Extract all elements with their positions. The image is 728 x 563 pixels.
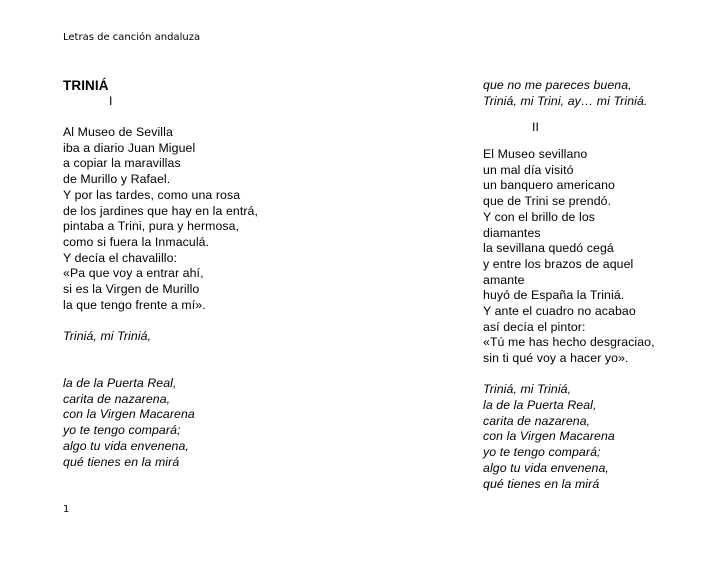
refrain-line: Triniá, mi Trini, ay… mi Triniá. — [483, 93, 648, 108]
verse-line: Y decía el chavalillo: — [63, 250, 178, 265]
verse-line: Al Museo de Sevilla — [63, 125, 173, 140]
section-number-1: I — [109, 93, 113, 108]
refrain-line: Triniá, mi Triniá, — [483, 382, 572, 397]
refrain-1 — [63, 376, 403, 470]
refrain-line: carita de nazarena, — [483, 413, 591, 428]
verse-line: «Pa que voy a entrar ahí, — [63, 266, 204, 281]
right-column — [483, 78, 713, 492]
verse-line: amante — [483, 272, 525, 287]
refrain-line: carita de nazarena, — [63, 391, 171, 406]
verse-line: así decía el pintor: — [483, 319, 586, 334]
verse-line: pintaba a Trini, pura y hermosa, — [63, 219, 240, 234]
stanza-2 — [483, 147, 713, 367]
refrain-line: la de la Puerta Real, — [63, 376, 177, 391]
verse-line: de los jardines que hay en la entrá, — [63, 203, 259, 218]
refrain-line: algo tu vida envenena, — [483, 460, 609, 475]
spacer — [63, 313, 403, 329]
section-number-2: II — [532, 120, 540, 135]
refrain-line: algo tu vida envenena, — [63, 438, 189, 453]
verse-line: como si fuera la Inmaculá. — [63, 234, 210, 249]
refrain-line: Triniá, mi Triniá, — [63, 329, 152, 343]
spacer — [63, 360, 403, 376]
spacer — [483, 136, 713, 147]
spacer — [483, 367, 713, 383]
verse-line: un banquero americano — [483, 178, 615, 193]
refrain-line: que no me pareces buena, — [483, 78, 632, 92]
stanza-1 — [63, 125, 403, 313]
verse-line: Y ante el cuadro no acabao — [483, 303, 636, 318]
refrain-line: qué tienes en la mirá — [63, 454, 180, 469]
refrain-line: con la Virgen Macarena — [63, 407, 195, 422]
verse-line: y entre los brazos de aquel — [483, 256, 634, 271]
verse-line: iba a diario Juan Miguel — [63, 140, 196, 155]
left-column — [63, 78, 403, 470]
refrain-line: con la Virgen Macarena — [483, 429, 615, 444]
refrain-line: yo te tengo compará; — [483, 445, 601, 460]
refrain-2 — [483, 382, 713, 492]
verse-line: «Tú me has hecho desgraciao, — [483, 335, 655, 350]
verse-line: un mal día visitó — [483, 162, 574, 177]
verse-line: El Museo sevillano — [483, 147, 588, 162]
verse-line: de Murillo y Rafael. — [63, 172, 171, 187]
verse-line: Y por las tardes, como una rosa — [63, 187, 241, 202]
spacer — [63, 109, 403, 125]
verse-line: diamantes — [483, 225, 541, 240]
spacer — [483, 109, 713, 120]
verse-line: sin ti qué voy a hacer yo». — [483, 351, 629, 365]
refrain-line: yo te tengo compará; — [63, 423, 181, 438]
refrain-line: qué tienes en la mirá — [483, 476, 600, 491]
running-header: Letras de canción andaluza — [63, 32, 201, 43]
verse-line: la que tengo frente a mí». — [63, 297, 206, 312]
verse-line: que de Trini se prendó. — [483, 194, 612, 209]
verse-line: la sevillana quedó cegá — [483, 241, 614, 256]
verse-line: si es la Virgen de Murillo — [63, 281, 200, 296]
page-number: 1 — [63, 504, 70, 515]
verse-line: a copiar la maravillas — [63, 156, 181, 171]
refrain-line: la de la Puerta Real, — [483, 398, 597, 413]
verse-line: Y con el brillo de los — [483, 209, 596, 224]
verse-line: huyó de España la Triniá. — [483, 288, 625, 303]
song-title: TRINIÁ — [63, 78, 109, 93]
spacer — [63, 345, 403, 361]
